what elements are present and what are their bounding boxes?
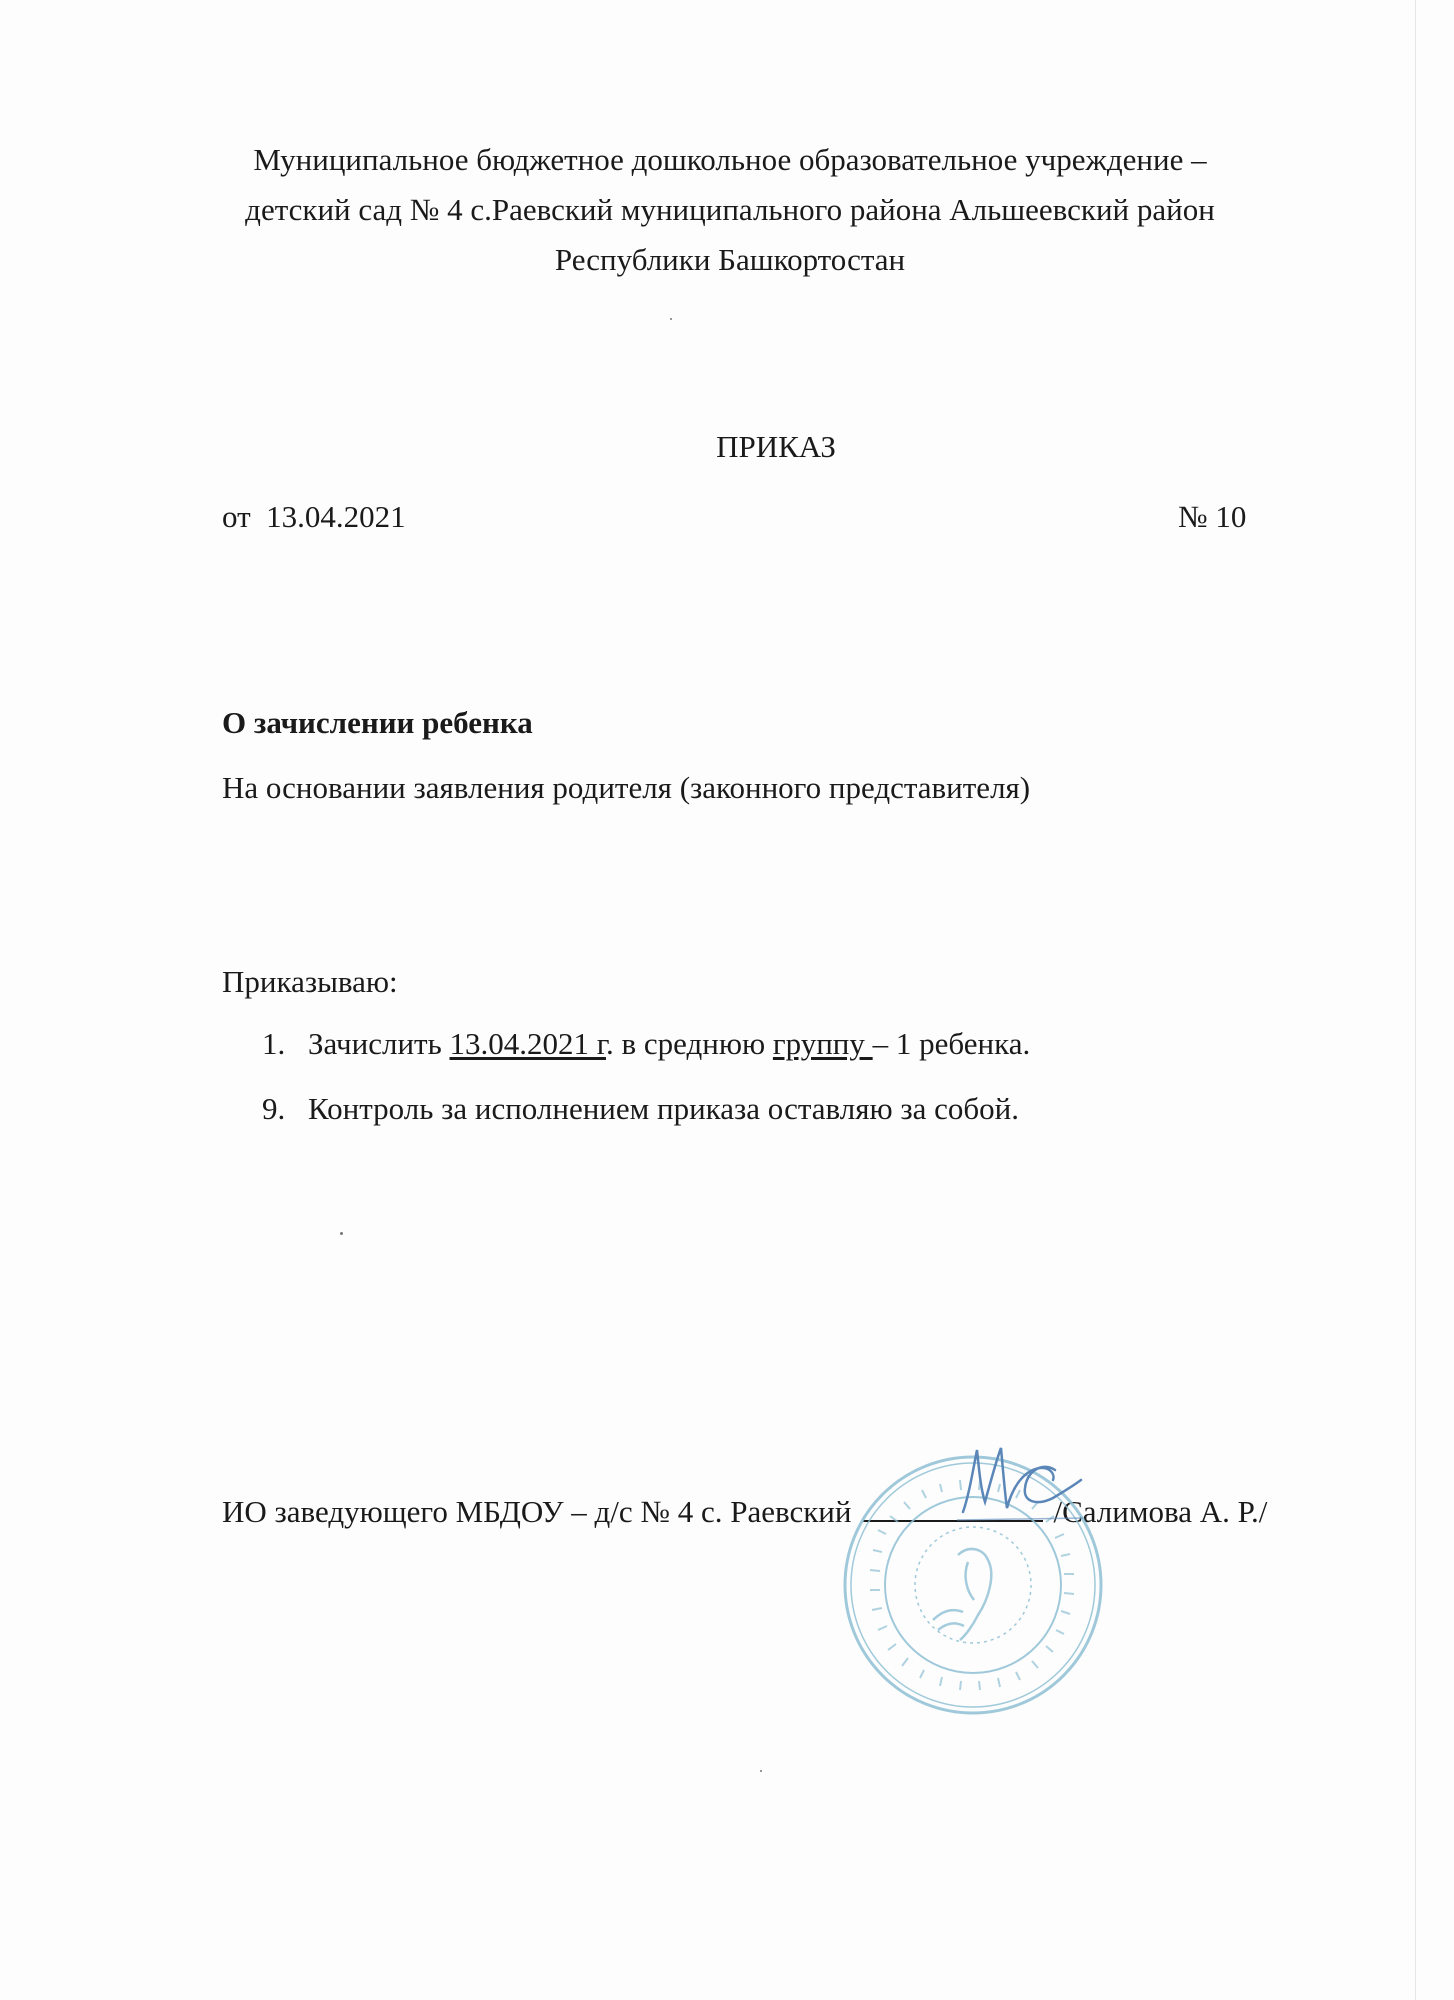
signatory-position: ИО заведующего МБДОУ – д/с № 4 с. Раевский: [222, 1494, 852, 1529]
page-edge: [1415, 0, 1416, 2000]
document-subject: О зачислении ребенка: [222, 705, 533, 740]
header-line-1: Муниципальное бюджетное дошкольное образовательное учреждение –: [253, 142, 1207, 177]
order-item-1: [262, 1025, 1030, 1064]
header-line-2: детский сад № 4 с.Раевский муниципального района Альшеевский район: [245, 192, 1215, 227]
handwritten-signature-icon: [955, 1440, 1085, 1530]
signatory-name: /Салимова А. Р./: [1053, 1494, 1268, 1529]
document-date: 13.04.2021: [266, 499, 406, 534]
signature-line: [222, 1493, 1267, 1532]
group-name: группу: [772, 1026, 873, 1061]
order-item-2: [262, 1090, 1019, 1129]
order-item-text-mid: . в среднюю: [605, 1026, 773, 1061]
order-item-text: Контроль за исполнением приказа оставляю за собой.: [308, 1091, 1020, 1126]
document-basis: На основании заявления родителя (законного представителя): [222, 770, 1031, 805]
scan-speck: [760, 1770, 762, 1772]
document-date-line: [222, 498, 406, 537]
document-title: ПРИКАЗ: [716, 429, 836, 464]
date-prefix: от: [222, 499, 251, 534]
order-item-text-end: – 1 ребенка.: [872, 1026, 1031, 1061]
scan-speck: [670, 318, 672, 320]
organization-header: [230, 135, 1230, 285]
order-item-text-start: Зачислить: [308, 1026, 450, 1061]
orders-label: Приказываю:: [222, 964, 398, 999]
document-number: № 10: [1178, 499, 1247, 534]
enrollment-date: 13.04.2021 г: [449, 1026, 606, 1061]
order-item-number: 1.: [262, 1026, 286, 1061]
header-line-3: Республики Башкортостан: [554, 242, 906, 277]
scan-speck: [340, 1232, 343, 1235]
order-item-number: 9.: [262, 1091, 286, 1126]
